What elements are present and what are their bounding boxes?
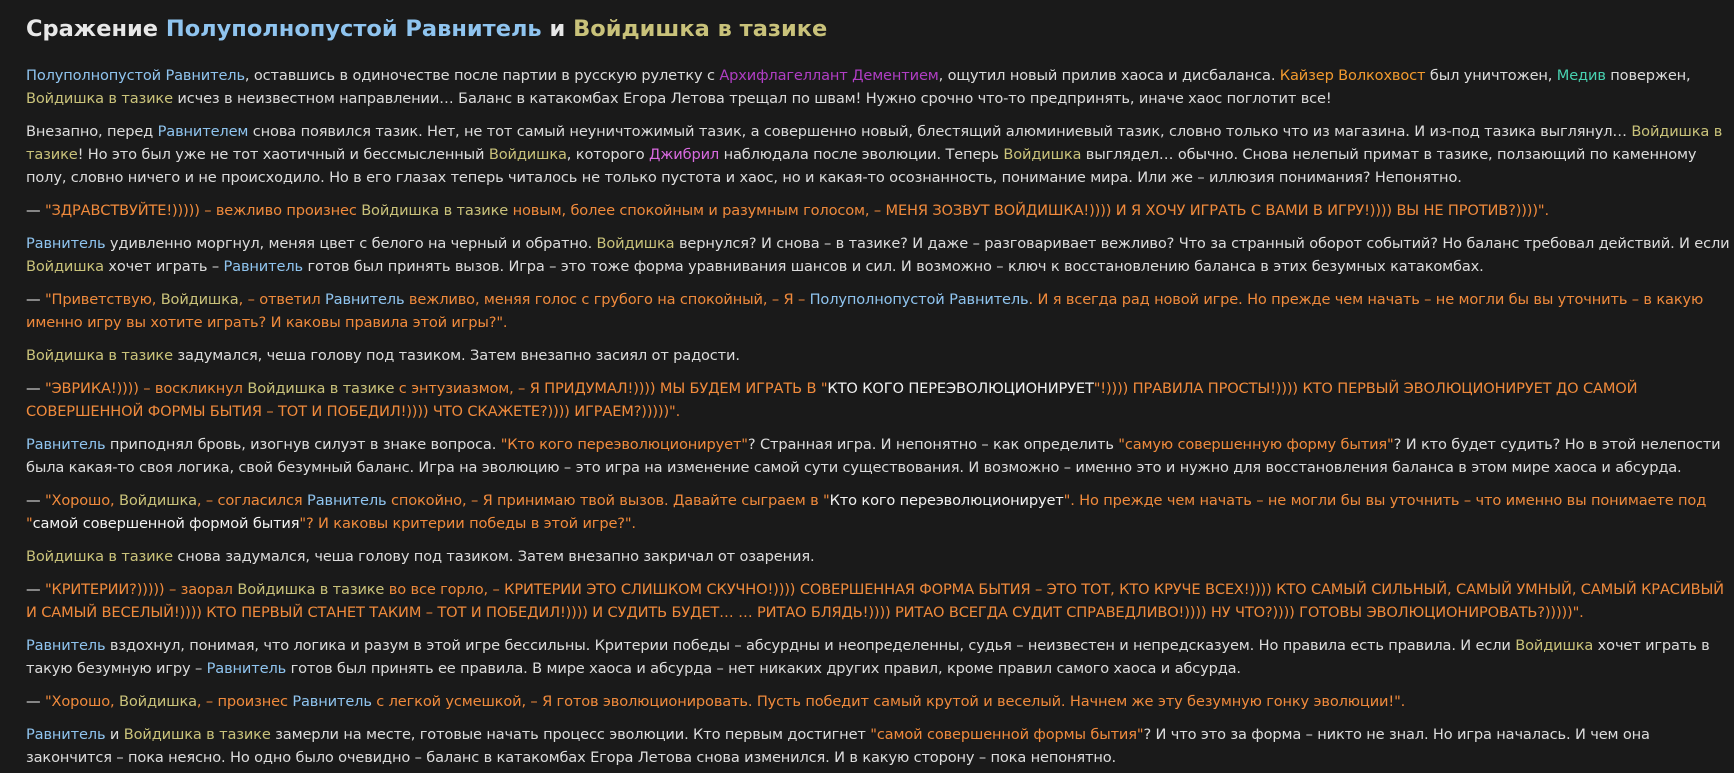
text-voi: Войдишка в тазике xyxy=(247,380,395,397)
text-voi: Войдишка в тазике xyxy=(26,90,173,107)
text-ravn: Равнитель xyxy=(26,637,106,654)
text-plain: Внезапно, перед xyxy=(26,123,158,140)
text-sp: , – согласился xyxy=(196,492,308,509)
text-ravn: Полуполнопустой Равнитель xyxy=(809,291,1029,308)
text-wh: КТО КОГО ПЕРЕЭВОЛЮЦИОНИРУЕТ xyxy=(827,380,1094,397)
text-dash: — xyxy=(26,492,45,509)
story-paragraph xyxy=(26,288,1734,334)
text-ravn: Равнитель xyxy=(206,660,287,677)
title-name-ravnitel: Полуполнопустой Равнитель xyxy=(165,16,542,42)
story-paragraph xyxy=(26,433,1734,479)
text-plain: вернулся? И снова – в тазике? И даже – разговаривает вежливо? Что за странный оборот событий? Но баланс требовал действий. И если xyxy=(674,235,1730,252)
text-voi: Войдишка в тазике xyxy=(123,726,271,743)
story-paragraph xyxy=(26,545,1734,568)
text-plain: замерли на месте, готовые начать процесс эволюции. Кто первым достигнет xyxy=(270,726,871,743)
text-sp: новым, более спокойным и разумным голосом, – МЕНЯ ЗОЗВУТ ВОЙДИШКА!)))) И Я ХОЧУ ИГРАТЬ С ВАМИ В ИГРУ!)))) ВЫ НЕ ПРОТИВ?))))". xyxy=(508,202,1549,219)
text-plain: ! Но это был уже не тот хаотичный и бессмысленный xyxy=(77,146,489,163)
text-voi: Войдишка в тазике xyxy=(26,347,173,364)
text-plain: ? И кто будет судить? Но в этой нелепости была какая-то своя логика, свой безумный баланс. Игра на эволюцию – это игра на изменение самой сути существования. И возможно – именно это и нужно для восстановления баланса в этом мире хаоса и абсурда. xyxy=(26,436,1721,476)
text-ravn: Равнитель xyxy=(26,235,106,252)
story-paragraph xyxy=(26,199,1734,222)
text-dash: — xyxy=(26,202,45,219)
text-plain: снова появился тазик. Нет, не тот самый неуничтожимый тазик, а совершенно новый, блестящий алюминиевый тазик, словно только что из магазина. И из-под тазика выглянул… xyxy=(248,123,1632,140)
text-plain: удивленно моргнул, меняя цвет с белого на черный и обратно. xyxy=(105,235,597,252)
text-sp: "Хорошо, xyxy=(44,492,119,509)
text-plain: готов был принять вызов. Игра – это тоже форма уравнивания шансов и сил. И возможно – ключ к восстановлению баланса в этих безумных катакомбах. xyxy=(302,258,1484,275)
text-sp: "КРИТЕРИИ?))))) – заорал xyxy=(44,581,238,598)
text-ravn: Равнитель xyxy=(307,492,387,509)
text-plain: готов был принять ее правила. В мире хаоса и абсурда – нет никаких других правил, кроме правил самого хаоса и абсурда. xyxy=(286,660,1241,677)
text-plain: , ощутил новый прилив хаоса и дисбаланса. xyxy=(938,67,1280,84)
text-plain: вздохнул, понимая, что логика и разум в этой игре бессильны. Критерии победы – абсурдны и неопределенны, судья – неизвестен и непредсказуем. Но правила есть правила. И если xyxy=(105,637,1516,654)
story-body xyxy=(26,64,1734,769)
text-ravn: Равнителем xyxy=(157,123,249,140)
text-ravn: Равнитель xyxy=(26,436,106,453)
story-paragraph xyxy=(26,723,1734,769)
text-sp: с легкой усмешкой, – Я готов эволюционировать. Пусть победит самый крутой и веселый. Начнем же эту безумную гонку эволюции!". xyxy=(371,693,1406,710)
story-title xyxy=(26,12,1734,46)
text-plain: хочет играть в такую безумную игру – xyxy=(26,637,1710,677)
story-paragraph xyxy=(26,377,1734,423)
text-ravn: Равнитель xyxy=(292,693,372,710)
text-sp: "!)))) ПРАВИЛА ПРОСТЫ!)))) КТО ПЕРВЫЙ ЭВОЛЮЦИОНИРУЕТ ДО САМОЙ СОВЕРШЕННОЙ ФОРМЫ БЫТИЯ – ТОТ И ПОБЕДИЛ!)))) ЧТО СКАЖЕТЕ?)))) ИГРАЕМ?)))))". xyxy=(26,380,1638,420)
text-sp: "Хорошо, xyxy=(44,693,119,710)
text-plain: снова задумался, чеша голову под тазиком. Затем внезапно закричал от озарения. xyxy=(172,548,815,565)
text-plain: ? Странная игра. И непонятно – как определить xyxy=(747,436,1119,453)
text-plain: повержен, xyxy=(1605,67,1691,84)
text-dash: — xyxy=(26,291,45,308)
text-ravn: Равнитель xyxy=(26,726,106,743)
story-paragraph xyxy=(26,578,1734,624)
title-prefix: Сражение xyxy=(26,16,166,42)
text-plain: ? И что это за форма – никто не знал. Но игра началась. И чем она закончится – пока неясно. Но одно было очевидно – баланс в катакомбах Егора Летова снова изменился. И в какую сторону – пока непонятно. xyxy=(26,726,1650,766)
text-plain: был уничтожен, xyxy=(1425,67,1557,84)
text-wh: Кто кого переэволюционирует xyxy=(829,492,1064,509)
text-voi: Войдишка xyxy=(160,291,239,308)
text-voi: Войдишка в тазике xyxy=(237,581,385,598)
text-dash: — xyxy=(26,693,45,710)
text-plain: хочет играть – xyxy=(103,258,224,275)
story-paragraph xyxy=(26,344,1734,367)
text-sp: с энтузиазмом, – Я ПРИДУМАЛ!)))) МЫ БУДЕМ ИГРАТЬ В " xyxy=(394,380,828,397)
text-voi: Войдишка xyxy=(118,492,197,509)
text-sp: "самой совершенной формы бытия" xyxy=(870,726,1144,743)
text-voi: Войдишка xyxy=(26,258,104,275)
text-voi: Войдишка в тазике xyxy=(361,202,509,219)
text-voi: Войдишка в тазике xyxy=(26,123,1723,163)
text-voi: Войдишка xyxy=(1003,146,1082,163)
title-conjunction: и xyxy=(541,16,574,42)
text-plain: приподнял бровь, изогнув силуэт в знаке вопроса. xyxy=(105,436,501,453)
text-sp: , – ответил xyxy=(238,291,325,308)
text-sp: "ЗДРАВСТВУЙТЕ!))))) – вежливо произнес xyxy=(44,202,362,219)
text-sp: . И я всегда рад новой игре. Но прежде чем начать – не могли бы вы уточнить – в какую именно игру вы хотите играть? И каковы правила этой игры?". xyxy=(26,291,1704,331)
text-plain: выглядел… обычно. Снова нелепый примат в тазике, ползающий по каменному полу, словно ничего и не происходило. Но в его глазах теперь читалось не только пустота и хаос, но и какая-то осознанность, понимание мира. Или же – иллюзия понимания? Непонятно. xyxy=(26,146,1697,186)
text-ravn: Равнитель xyxy=(223,258,303,275)
text-plain: , которого xyxy=(566,146,650,163)
text-sp: "самую совершенную форму бытия" xyxy=(1118,436,1394,453)
text-sp: во все горло, – КРИТЕРИИ ЭТО СЛИШКОМ СКУЧНО!)))) СОВЕРШЕННАЯ ФОРМА БЫТИЯ – ЭТО ТОТ, КТО КРУЧЕ ВСЕХ!)))) КТО САМЫЙ СИЛЬНЫЙ, САМЫЙ УМНЫЙ, САМЫЙ КРАСИВЫЙ И САМЫЙ ВЕСЕЛЫЙ!)))) КТО ПЕРВЫЙ СТАНЕТ ТАКИМ – ТОТ И ПОБЕДИЛ!)))) И СУДИТЬ БУДЕТ… … РИТАО БЛЯДЬ!)))) РИТАО ВСЕГДА СУДИТ СПРАВЕДЛИВО!)))) НУ ЧТО?)))) ГОТОВЫ ЭВОЛЮЦИОНИРОВАТЬ?)))))". xyxy=(26,581,1724,621)
text-voi: Войдишка xyxy=(118,693,197,710)
text-voi: Войдишка xyxy=(1515,637,1594,654)
text-voi: Войдишка в тазике xyxy=(26,548,173,565)
text-dzh: Джибрил xyxy=(649,146,720,163)
text-plain: , оставшись в одиночестве после партии в русскую рулетку с xyxy=(244,67,720,84)
text-ravn: Равнитель xyxy=(325,291,405,308)
text-voi: Войдишка xyxy=(596,235,675,252)
text-sp: "Приветствую, xyxy=(44,291,161,308)
story-paragraph xyxy=(26,489,1734,535)
story-paragraph xyxy=(26,690,1734,713)
story-paragraph xyxy=(26,232,1734,278)
story-paragraph xyxy=(26,120,1734,189)
story-paragraph xyxy=(26,64,1734,110)
text-plain: задумался, чеша голову под тазиком. Затем внезапно засиял от радости. xyxy=(172,347,740,364)
story-paragraph xyxy=(26,634,1734,680)
text-sp: спокойно, – Я принимаю твой вызов. Давайте сыграем в " xyxy=(386,492,830,509)
text-sp: "ЭВРИКА!)))) – воскликнул xyxy=(44,380,248,397)
text-sp: "Кто кого переэволюционирует" xyxy=(500,436,748,453)
text-plain: и xyxy=(105,726,124,743)
text-sp: вежливо, меняя голос с грубого на спокойный, – Я – xyxy=(404,291,810,308)
text-ravn: Полуполнопустой Равнитель xyxy=(26,67,245,84)
text-arch: Архифлагеллант Дементием xyxy=(719,67,939,84)
text-plain: исчез в неизвестном направлении… Баланс в катакомбах Егора Летова трещал по швам! Нужно срочно что-то предпринять, иначе хаос поглотит все! xyxy=(172,90,1332,107)
text-sp: ". Но прежде чем начать – не могли бы вы уточнить – что именно вы понимаете под " xyxy=(26,492,1707,532)
text-kai: Кайзер Волкохвост xyxy=(1279,67,1426,84)
title-name-voidishka: Войдишка в тазике xyxy=(573,16,828,42)
text-voi: Войдишка xyxy=(488,146,567,163)
text-sp: "? И каковы критерии победы в этой игре?". xyxy=(299,515,636,532)
text-med: Медив xyxy=(1556,67,1606,84)
text-sp: , – произнес xyxy=(196,693,293,710)
text-wh: самой совершенной формой бытия xyxy=(32,515,300,532)
text-plain: наблюдала после эволюции. Теперь xyxy=(719,146,1004,163)
text-dash: — xyxy=(26,581,45,598)
text-dash: — xyxy=(26,380,45,397)
